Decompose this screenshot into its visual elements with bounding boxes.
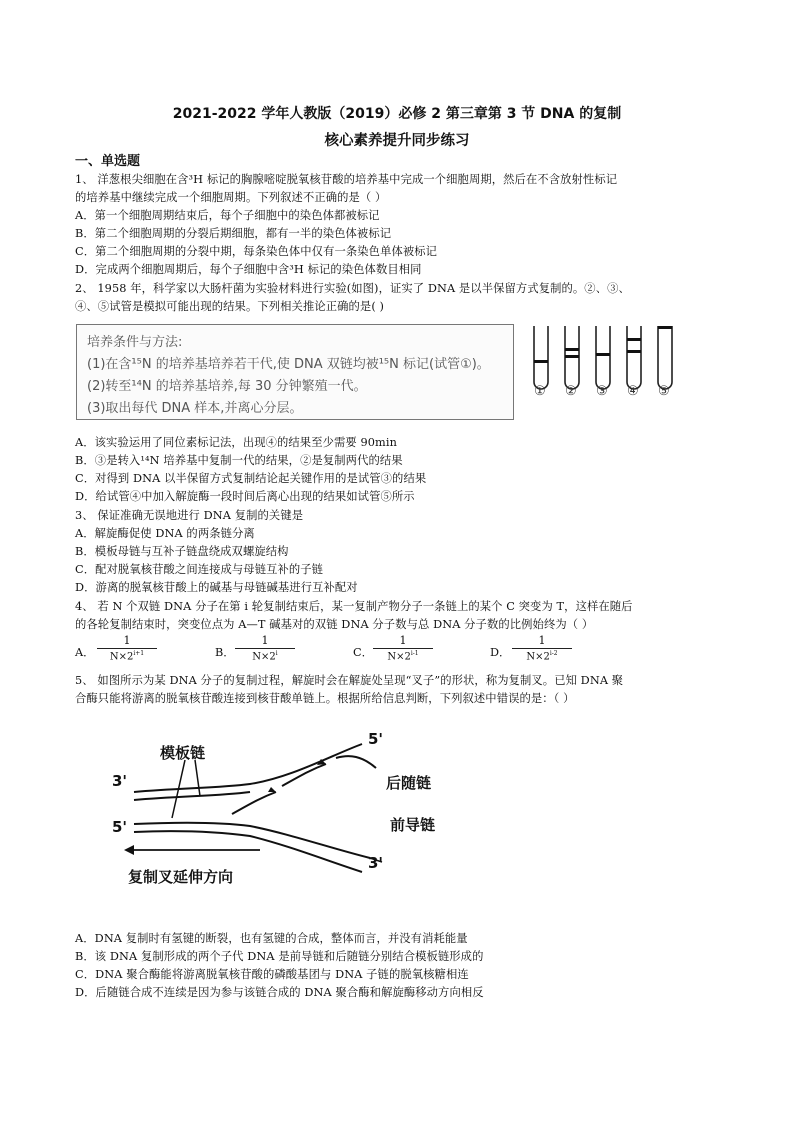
worksheet-subtitle: 核心素养提升同步练习 xyxy=(324,133,470,149)
q4-option-d-label: D． xyxy=(490,646,511,659)
q2-option-c: C．对得到 DNA 以半保留方式复制结论起关键作用的是试管③的结果 xyxy=(75,472,427,485)
q4-option-c-denominator: $N\times 2^{i-1}$ xyxy=(387,650,419,663)
tube-5 xyxy=(658,326,672,389)
tube-3 xyxy=(596,326,610,389)
q3-stem: 3、 保证准确无误地进行 DNA 复制的关键是 xyxy=(75,509,304,522)
q4-option-b-denominator: $N\times 2^i$ xyxy=(252,650,278,663)
q2-option-b: B．③是转入¹⁴N 培养基中复制一代的结果，②是复制两代的结果 xyxy=(75,454,403,467)
q5-stem-line2: 合酶只能将游离的脱氧核苷酸连接到核苷酸单链上。根据所给信息判断，下列叙述中错误的是：（ ） xyxy=(75,692,575,705)
q4-option-c-numerator: 1 xyxy=(373,634,433,649)
method-heading: 培养条件与方法: xyxy=(87,335,183,350)
q5-option-c: C．DNA 聚合酶能将游离脱氧核苷酸的磷酸基团与 DNA 子链的脱氧核糖相连 xyxy=(75,968,469,981)
method-step-1: (1)在含¹⁵N 的培养基培养若干代,使 DNA 双链均被¹⁵N 标记(试管①)。 xyxy=(87,357,490,372)
q4-option-b-numerator: 1 xyxy=(235,634,295,649)
q5-option-b: B．该 DNA 复制形成的两个子代 DNA 是前导链和后随链分别结合模板链形成的 xyxy=(75,950,484,963)
end-label-3-left: 3' xyxy=(112,772,128,790)
worksheet-title: 2021-2022 学年人教版（2019）必修 2 第三章第 3 节 DNA 的复制 xyxy=(172,106,622,122)
q5-stem-line1: 5、 如图所示为某 DNA 分子的复制过程，解旋时会在解旋处呈现“叉子”的形状，称为复制叉。已知 DNA 聚 xyxy=(75,674,624,687)
label-leading-strand: 前导链 xyxy=(390,816,436,834)
tube-label-3: ③ xyxy=(596,384,608,399)
q4-option-d-denominator: $N\times 2^{i-2}$ xyxy=(526,650,558,663)
replication-fork-diagram xyxy=(100,726,460,896)
q4-option-a-fraction xyxy=(97,634,157,662)
q4-option-c-fraction xyxy=(373,634,433,662)
tube-2 xyxy=(565,326,579,389)
q1-stem-line2: 的培养基中继续完成一个细胞周期。下列叙述不正确的是（ ） xyxy=(75,191,387,204)
q1-stem-line1: 1、 洋葱根尖细胞在含³H 标记的胸腺嘧啶脱氧核苷酸的培养基中完成一个细胞周期，然后在不含放射性标记 xyxy=(75,173,618,186)
q4-options xyxy=(75,634,675,670)
q4-option-a-denominator: $N\times 2^{i+1}$ xyxy=(109,650,145,663)
tube-label-4: ④ xyxy=(627,384,639,399)
q1-option-a: A．第一个细胞周期结束后，每个子细胞中的染色体都被标记 xyxy=(75,209,380,222)
q4-stem-line2: 的各轮复制结束时，突变位点为 A—T 碱基对的双链 DNA 分子数与总 DNA 分子数的比例始终为（ ） xyxy=(75,618,594,631)
tube-label-1: ① xyxy=(534,384,546,399)
section-title: 一、单选题 xyxy=(75,154,141,169)
q4-option-d-numerator: 1 xyxy=(512,634,572,649)
q3-option-d: D．游离的脱氧核苷酸上的碱基与母链碱基进行互补配对 xyxy=(75,581,358,594)
end-label-3-bottom: 3' xyxy=(368,854,384,872)
q1-option-c: C．第二个细胞周期的分裂中期，每条染色体中仅有一条染色单体被标记 xyxy=(75,245,438,258)
end-label-5-left: 5' xyxy=(112,818,128,836)
label-template-strand: 模板链 xyxy=(160,744,206,762)
q5-option-a: A．DNA 复制时有氢键的断裂，也有氢键的合成，整体而言，并没有消耗能量 xyxy=(75,932,468,945)
q4-option-b-fraction xyxy=(235,634,295,662)
tube-label-2: ② xyxy=(565,384,577,399)
experiment-method-box xyxy=(76,324,514,420)
label-lagging-strand: 后随链 xyxy=(386,774,432,792)
tube-4 xyxy=(627,326,641,389)
q4-option-c-label: C． xyxy=(353,646,373,659)
q3-option-a: A．解旋酶促使 DNA 的两条链分离 xyxy=(75,527,255,540)
method-step-3: (3)取出每代 DNA 样本,并离心分层。 xyxy=(87,401,303,416)
tube-label-5: ⑤ xyxy=(658,384,670,399)
q3-option-c: C．配对脱氧核苷酸之间连接成与母链互补的子链 xyxy=(75,563,324,576)
q5-option-d: D．后随链合成不连续是因为参与该链合成的 DNA 聚合酶和解旋酶移动方向相反 xyxy=(75,986,484,999)
q2-option-a: A．该实验运用了同位素标记法，出现④的结果至少需要 90min xyxy=(75,436,397,449)
q4-option-d-fraction xyxy=(512,634,572,662)
q3-option-b: B．模板母链与互补子链盘绕成双螺旋结构 xyxy=(75,545,289,558)
q1-option-d: D．完成两个细胞周期后，每个子细胞中含³H 标记的染色体数目相同 xyxy=(75,263,422,276)
q4-stem-line1: 4、 若 N 个双链 DNA 分子在第 i 轮复制结束后，某一复制产物分子一条链上的某个 C 突变为 T，这样在随后 xyxy=(75,600,633,613)
q2-stem-line1: 2、 1958 年，科学家以大肠杆菌为实验材料进行实验(如图)，证实了 DNA 是以半保留方式复制的。②、③、 xyxy=(75,282,630,295)
q1-option-b: B．第二个细胞周期的分裂后期细胞，都有一半的染色体被标记 xyxy=(75,227,392,240)
end-label-5-top: 5' xyxy=(368,730,384,748)
tube-1 xyxy=(534,326,548,389)
label-fork-direction: 复制叉延伸方向 xyxy=(128,868,234,886)
q2-stem-line2: ④、⑤试管是模拟可能出现的结果。下列相关推论正确的是( ) xyxy=(75,300,385,313)
method-step-2: (2)转至¹⁴N 的培养基培养,每 30 分钟繁殖一代。 xyxy=(87,379,367,394)
q4-option-b-label: B． xyxy=(215,646,235,659)
q4-option-a-label: A． xyxy=(75,646,95,659)
q2-option-d: D．给试管④中加入解旋酶一段时间后离心出现的结果如试管⑤所示 xyxy=(75,490,415,503)
q4-option-a-numerator: 1 xyxy=(97,634,157,649)
